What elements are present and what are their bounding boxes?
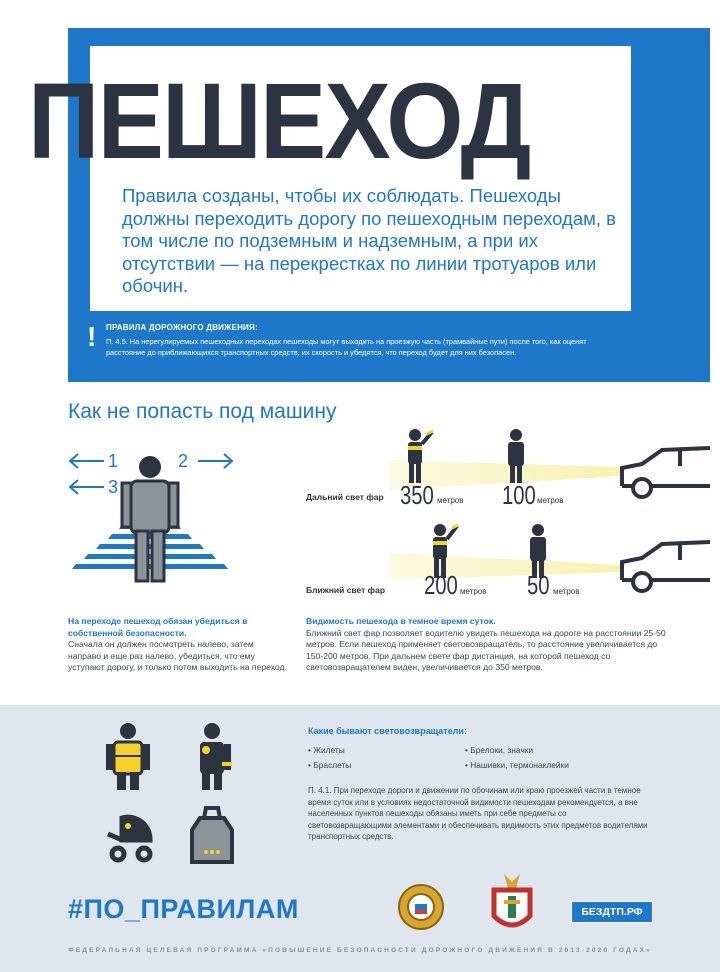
reflector-item: • Нашивки, термонаклейки xyxy=(465,760,569,770)
visibility-caption xyxy=(306,616,666,674)
reflector-item: • Брелоки, значки xyxy=(465,745,534,755)
high-beam-plain-distance: 100 xyxy=(502,480,536,510)
visibility-caption-heading: Видимость пешехода в темное время суток. xyxy=(306,616,496,626)
hashtag[interactable]: #ПО_ПРАВИЛАМ xyxy=(68,894,299,924)
brand-logo[interactable]: БЕЗДТП.РФ xyxy=(571,901,653,923)
low-beam-reflector-unit: метров xyxy=(460,587,487,596)
high-beam-label: Дальний свет фар xyxy=(306,492,384,502)
reflector-item: • Браслеты xyxy=(308,760,352,770)
low-beam-reflector-distance: 200 xyxy=(424,570,458,600)
car-icon xyxy=(622,542,710,591)
crossing-caption xyxy=(68,616,288,674)
pedestrian-icon xyxy=(122,456,178,581)
arrow-number-3: 3 xyxy=(108,477,119,497)
arrow-number-1: 1 xyxy=(108,451,119,471)
low-beam-label: Ближний свет фар xyxy=(306,585,386,595)
traffic-police-emblem-icon xyxy=(396,880,446,934)
crossing-illustration xyxy=(60,445,260,585)
warning-icon: ! xyxy=(87,321,97,352)
high-beam-reflector-distance: 350 xyxy=(400,480,434,510)
low-beam-plain-distance: 50 xyxy=(527,570,550,600)
bag-icon xyxy=(192,808,232,862)
low-beam-plain-unit: метров xyxy=(553,587,580,596)
intro-text: Правила созданы, чтобы их соблюдать. Пешеходы должны переходить дорогу по пешеходным переходам, в том числе по подземным и надземным, а при их отсутствии — на перекрестках по линии тротуаров или обочин. xyxy=(122,185,616,296)
reflector-types-illustration xyxy=(100,722,260,872)
footer-text: ФЕДЕРАЛЬНАЯ ЦЕЛЕВАЯ ПРОГРАММА «ПОВЫШЕНИЕ БЕЗОПАСНОСТИ ДОРОЖНОГО ДВИЖЕНИЯ В 2013-2020 ГОДАХ» xyxy=(68,947,652,954)
visibility-caption-text: Ближний свет фар позволяет водителю увидеть пешехода на дороге на расстоянии 25-50 метров. Если пешеход применяет световозвращатель, то расстояние увеличивается до 150-200 метров. При дальнем свете фар дистанция, на которой пешеход со световозвращателем виден, увеличивается до 350 метров. xyxy=(306,627,666,672)
high-beam-plain-unit: метров xyxy=(537,496,564,505)
ministry-emblem-icon xyxy=(486,870,538,936)
law-text: П. 4.1. При переходе дороги и движении по обочинам или краю проезжей части в темное время суток или в условиях недостаточной видимости пешеходам рекомендуется, а вне населенных пунктов пешеходы обязаны иметь при себе предметы со световозвращающими элементами и обеспечивать видимость этих предметов водителями транспортных средств. xyxy=(308,786,648,841)
car-icon xyxy=(622,448,710,497)
rules-text: П. 4.5. На нерегулируемых пешеходных переходах пешеходы могут выходить на проезжую часть (трамвайные пути) после того, как оценят расстояние до приближающихся транспортных средств, их скорость и убедятся, что переход будет для них безопасен. xyxy=(106,337,587,357)
look-right-arrow-icon xyxy=(198,454,232,468)
look-left-arrow-icon xyxy=(70,454,104,468)
page-title: ПЕШЕХОД xyxy=(28,60,530,181)
reflector-item: • Жилеты xyxy=(308,745,345,755)
arrow-number-2: 2 xyxy=(178,451,189,471)
bracelet-icon xyxy=(200,723,232,790)
vest-icon xyxy=(106,723,150,790)
crossing-caption-heading: На переходе пешеход обязан убедиться в собственной безопасности. xyxy=(68,616,248,638)
section-title: Как не попасть под машину xyxy=(68,400,337,423)
crossing-caption-text: Сначала он должен посмотреть налево, затем направо и еще раз налево, убедиться, что ему уступают дорогу, и только потом выходить на переход. xyxy=(68,639,287,672)
look-left-again-arrow-icon xyxy=(70,480,104,494)
high-beam-reflector-unit: метров xyxy=(437,496,464,505)
rules-heading: ПРАВИЛА ДОРОЖНОГО ДВИЖЕНИЯ: xyxy=(106,323,258,332)
reflectors-heading: Какие бывают световозвращатели: xyxy=(308,726,467,736)
